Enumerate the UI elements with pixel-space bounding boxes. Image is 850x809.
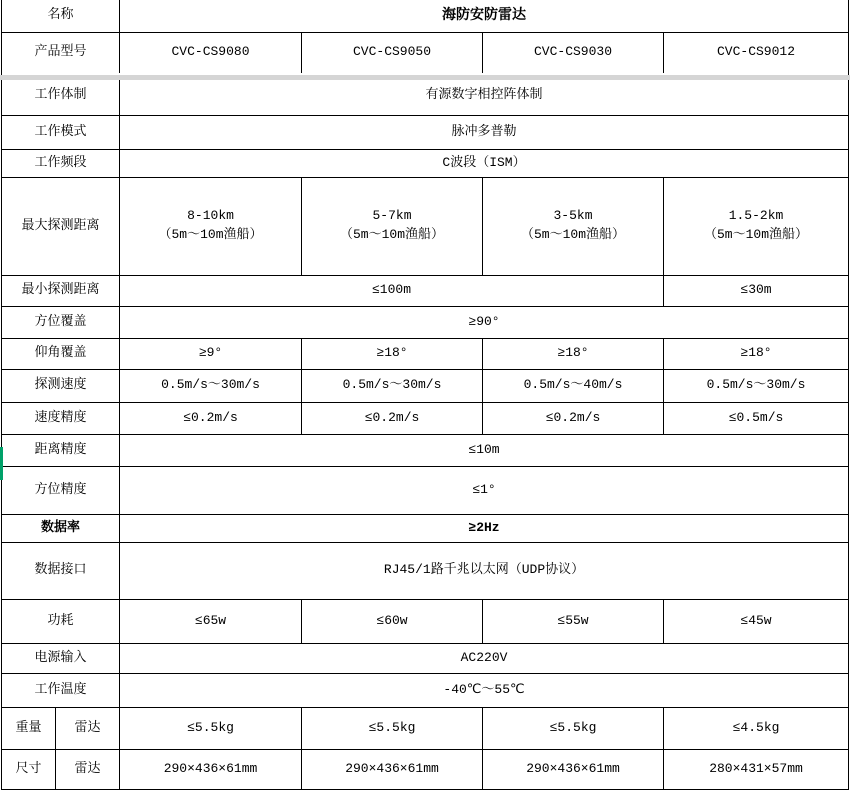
max-range-note: （5m～10m渔船）	[340, 227, 445, 242]
spec-value-cell[interactable]: ≥18°	[302, 338, 483, 369]
row-power-input	[2, 643, 849, 673]
model-cell[interactable]: CVC-CS9012	[664, 32, 849, 73]
spec-label-cell[interactable]: 数据接口	[2, 542, 120, 599]
spec-sublabel-cell[interactable]: 雷达	[56, 707, 120, 749]
row-range-accuracy	[2, 434, 849, 466]
spec-label-cell[interactable]: 数据率	[2, 514, 120, 542]
spec-label-cell[interactable]: 最小探测距离	[2, 275, 120, 306]
spec-value-cell[interactable]: ≤55w	[483, 599, 664, 643]
spec-label-cell[interactable]: 电源输入	[2, 643, 120, 673]
spec-value-cell[interactable]: 290×436×61mm	[483, 749, 664, 789]
spec-value-cell[interactable]: -40℃～55℃	[120, 673, 849, 707]
name-label-cell[interactable]: 名称	[2, 0, 120, 32]
spec-value-cell[interactable]: 0.5m/s～30m/s	[664, 369, 849, 402]
spec-value-cell[interactable]: ≤5.5kg	[120, 707, 302, 749]
spec-value-cell[interactable]: ≤1°	[120, 466, 849, 514]
spec-label-cell[interactable]: 探测速度	[2, 369, 120, 402]
spec-value-cell[interactable]: 0.5m/s～30m/s	[302, 369, 483, 402]
spec-value-cell[interactable]: 0.5m/s～30m/s	[120, 369, 302, 402]
row-work-system	[2, 76, 849, 115]
row-detect-speed	[2, 369, 849, 402]
max-range-note: （5m～10m渔船）	[704, 227, 809, 242]
freeze-pane-divider	[0, 75, 850, 80]
spec-label-cell[interactable]: 尺寸	[2, 749, 56, 789]
spec-label-cell[interactable]: 最大探测距离	[2, 177, 120, 275]
spec-value-cell[interactable]: ≥90°	[120, 306, 849, 338]
spec-value-cell[interactable]: 280×431×57mm	[664, 749, 849, 789]
spec-value-cell[interactable]: AC220V	[120, 643, 849, 673]
row-elevation-coverage	[2, 338, 849, 369]
spec-label-cell[interactable]: 重量	[2, 707, 56, 749]
row-name	[2, 0, 849, 32]
spec-value-cell[interactable]: ≤0.5m/s	[664, 402, 849, 434]
spec-label-cell[interactable]: 工作体制	[2, 76, 120, 115]
max-range-cell[interactable]	[120, 177, 302, 275]
spec-value-cell[interactable]: ≤65w	[120, 599, 302, 643]
spec-value-cell[interactable]: 有源数字相控阵体制	[120, 76, 849, 115]
max-range-cell[interactable]	[302, 177, 483, 275]
spec-value-cell[interactable]: 脉冲多普勒	[120, 115, 849, 149]
max-range-cell[interactable]	[483, 177, 664, 275]
row-work-mode	[2, 115, 849, 149]
row-min-range	[2, 275, 849, 306]
spec-value-cell[interactable]: ≤10m	[120, 434, 849, 466]
spec-value-cell[interactable]: ≥9°	[120, 338, 302, 369]
max-range-value: 3-5km	[553, 208, 593, 224]
row-data-interface	[2, 542, 849, 599]
row-azimuth-accuracy	[2, 466, 849, 514]
spec-value-cell[interactable]: ≤0.2m/s	[483, 402, 664, 434]
row-model	[2, 32, 849, 73]
max-range-cell[interactable]	[664, 177, 849, 275]
row-data-rate	[2, 514, 849, 542]
row-weight	[2, 707, 849, 749]
max-range-note: （5m～10m渔船）	[158, 227, 263, 242]
selected-row-indicator	[0, 447, 3, 480]
row-max-range	[2, 177, 849, 275]
spec-value-cell[interactable]: ≥18°	[664, 338, 849, 369]
spec-value-cell[interactable]: C波段（ISM）	[120, 149, 849, 177]
row-azimuth-coverage	[2, 306, 849, 338]
spec-value-cell[interactable]: ≤60w	[302, 599, 483, 643]
model-cell[interactable]: CVC-CS9050	[302, 32, 483, 73]
spec-value-cell[interactable]: 290×436×61mm	[120, 749, 302, 789]
spec-table	[1, 0, 849, 790]
spec-value-cell[interactable]: ≤0.2m/s	[120, 402, 302, 434]
spec-label-cell[interactable]: 工作频段	[2, 149, 120, 177]
spec-label-cell[interactable]: 速度精度	[2, 402, 120, 434]
model-label-cell[interactable]: 产品型号	[2, 32, 120, 73]
model-cell[interactable]: CVC-CS9030	[483, 32, 664, 73]
spec-label-cell[interactable]: 工作模式	[2, 115, 120, 149]
product-title-cell[interactable]: 海防安防雷达	[120, 0, 849, 32]
spec-value-cell[interactable]: ≤30m	[664, 275, 849, 306]
max-range-value: 8-10km	[187, 208, 234, 224]
max-range-value: 5-7km	[372, 208, 412, 224]
spec-value-cell[interactable]: ≥2Hz	[120, 514, 849, 542]
spec-value-cell[interactable]: ≤0.2m/s	[302, 402, 483, 434]
spec-label-cell[interactable]: 距离精度	[2, 434, 120, 466]
model-cell[interactable]: CVC-CS9080	[120, 32, 302, 73]
spec-value-cell[interactable]: ≤4.5kg	[664, 707, 849, 749]
row-band	[2, 149, 849, 177]
spec-label-cell[interactable]: 仰角覆盖	[2, 338, 120, 369]
spec-value-cell[interactable]: RJ45/1路千兆以太网（UDP协议）	[120, 542, 849, 599]
spec-value-cell[interactable]: ≤100m	[120, 275, 664, 306]
spec-label-cell[interactable]: 方位精度	[2, 466, 120, 514]
spec-label-cell[interactable]: 功耗	[2, 599, 120, 643]
spec-sublabel-cell[interactable]: 雷达	[56, 749, 120, 789]
row-work-temperature	[2, 673, 849, 707]
spec-value-cell[interactable]: ≤5.5kg	[302, 707, 483, 749]
max-range-value: 1.5-2km	[728, 208, 784, 224]
spec-value-cell[interactable]: ≤5.5kg	[483, 707, 664, 749]
row-size	[2, 749, 849, 789]
spec-label-cell[interactable]: 工作温度	[2, 673, 120, 707]
row-speed-accuracy	[2, 402, 849, 434]
max-range-note: （5m～10m渔船）	[521, 227, 626, 242]
spec-value-cell[interactable]: ≥18°	[483, 338, 664, 369]
spec-label-cell[interactable]: 方位覆盖	[2, 306, 120, 338]
spec-value-cell[interactable]: 290×436×61mm	[302, 749, 483, 789]
spec-value-cell[interactable]: ≤45w	[664, 599, 849, 643]
row-power-consumption	[2, 599, 849, 643]
spec-value-cell[interactable]: 0.5m/s～40m/s	[483, 369, 664, 402]
